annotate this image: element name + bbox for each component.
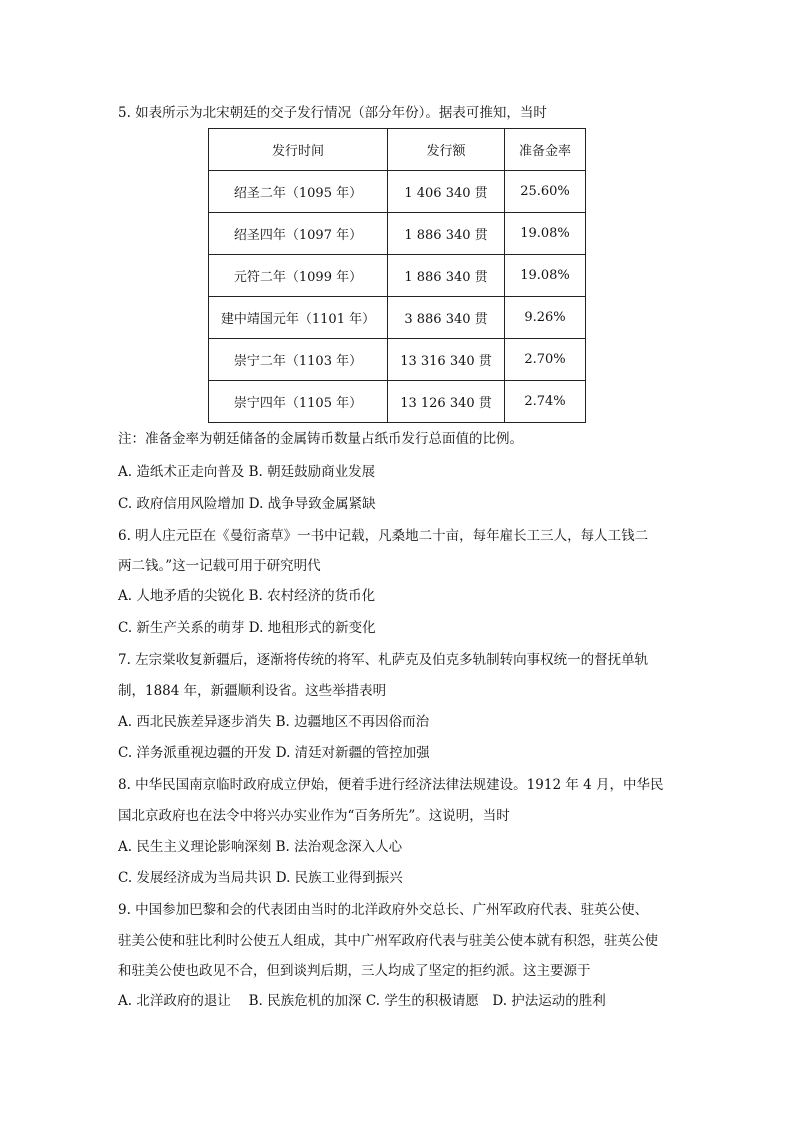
header-issue-time: 发行时间: [209, 129, 388, 171]
cell-amount: 13 316 340 贯: [388, 339, 505, 381]
q6-stem-line-2: 两二钱。”这一记载可用于研究明代: [118, 558, 321, 574]
table-row: [209, 297, 586, 339]
q5-note: 注：准备金率为朝廷储备的金属铸币数量占纸币发行总面值的比例。: [118, 431, 523, 447]
q6-options-ab: A. 人地矛盾的尖锐化 B. 农村经济的货币化: [118, 588, 376, 604]
cell-amount: 3 886 340 贯: [388, 297, 505, 339]
q9-options: A. 北洋政府的退让 B. 民族危机的加深 C. 学生的积极请愿 D. 护法运动的胜利: [118, 993, 606, 1009]
q8-stem-line-2: 国北京政府也在法令中将兴办实业作为“百务所先”。这说明，当时: [118, 808, 510, 824]
q9-stem-line-2: 驻美公使和驻比利时公使五人组成，其中广州军政府代表与驻美公使本就有积怨，驻英公使: [118, 933, 658, 949]
table-row: [209, 213, 586, 255]
q7-stem-line-2: 制，1884 年，新疆顺利设省。这些举措表明: [118, 683, 387, 699]
cell-amount: 1 406 340 贯: [388, 171, 505, 213]
cell-ratio: 2.70%: [505, 339, 586, 381]
q9-stem-line-3: 和驻美公使也政见不合，但到谈判后期，三人均成了坚定的拒约派。这主要源于: [118, 963, 591, 979]
cell-time: 绍圣四年（1097 年）: [209, 213, 388, 255]
q5-stem: 5. 如表所示为北宋朝廷的交子发行情况（部分年份）。据表可推知，当时: [118, 105, 547, 121]
cell-ratio: 2.74%: [505, 381, 586, 423]
cell-ratio: 19.08%: [505, 255, 586, 297]
q8-options-ab: A. 民生主义理论影响深刻 B. 法治观念深入人心: [118, 839, 403, 855]
cell-ratio: 9.26%: [505, 297, 586, 339]
cell-amount: 1 886 340 贯: [388, 213, 505, 255]
table-row: [209, 255, 586, 297]
cell-ratio: 19.08%: [505, 213, 586, 255]
cell-time: 崇宁四年（1105 年）: [209, 381, 388, 423]
q8-stem-line-1: 8. 中华民国南京临时政府成立伊始，便着手进行经济法律法规建设。1912 年 4 月，中华民: [118, 777, 664, 793]
q8-options-cd: C. 发展经济成为当局共识 D. 民族工业得到振兴: [118, 870, 403, 886]
q5-options-cd: C. 政府信用风险增加 D. 战争导致金属紧缺: [118, 496, 376, 512]
jiaozi-issue-table: [208, 128, 586, 423]
q9-stem-line-1: 9. 中国参加巴黎和会的代表团由当时的北洋政府外交总长、广州军政府代表、驻英公使、: [118, 902, 649, 918]
cell-time: 元符二年（1099 年）: [209, 255, 388, 297]
cell-ratio: 25.60%: [505, 171, 586, 213]
header-reserve-ratio: 准备金率: [505, 129, 586, 171]
table-row: [209, 381, 586, 423]
q7-options-cd: C. 洋务派重视边疆的开发 D. 清廷对新疆的管控加强: [118, 745, 430, 761]
q7-options-ab: A. 西北民族差异逐步消失 B. 边疆地区不再因俗而治: [118, 714, 430, 730]
q6-options-cd: C. 新生产关系的萌芽 D. 地租形式的新变化: [118, 620, 376, 636]
header-issue-amount: 发行额: [388, 129, 505, 171]
cell-amount: 1 886 340 贯: [388, 255, 505, 297]
cell-time: 建中靖国元年（1101 年）: [209, 297, 388, 339]
cell-time: 崇宁二年（1103 年）: [209, 339, 388, 381]
table-header-row: [209, 129, 586, 171]
cell-amount: 13 126 340 贯: [388, 381, 505, 423]
cell-time: 绍圣二年（1095 年）: [209, 171, 388, 213]
table-row: [209, 171, 586, 213]
q6-stem-line-1: 6. 明人庄元臣在《曼衍斋草》一书中记载，凡桑地二十亩，每年雇长工三人，每人工钱二: [118, 528, 649, 544]
q5-options-ab: A. 造纸术正走向普及 B. 朝廷鼓励商业发展: [118, 464, 376, 480]
table-row: [209, 339, 586, 381]
q7-stem-line-1: 7. 左宗棠收复新疆后，逐渐将传统的将军、札萨克及伯克多轨制转向事权统一的督抚单轨: [118, 652, 649, 668]
